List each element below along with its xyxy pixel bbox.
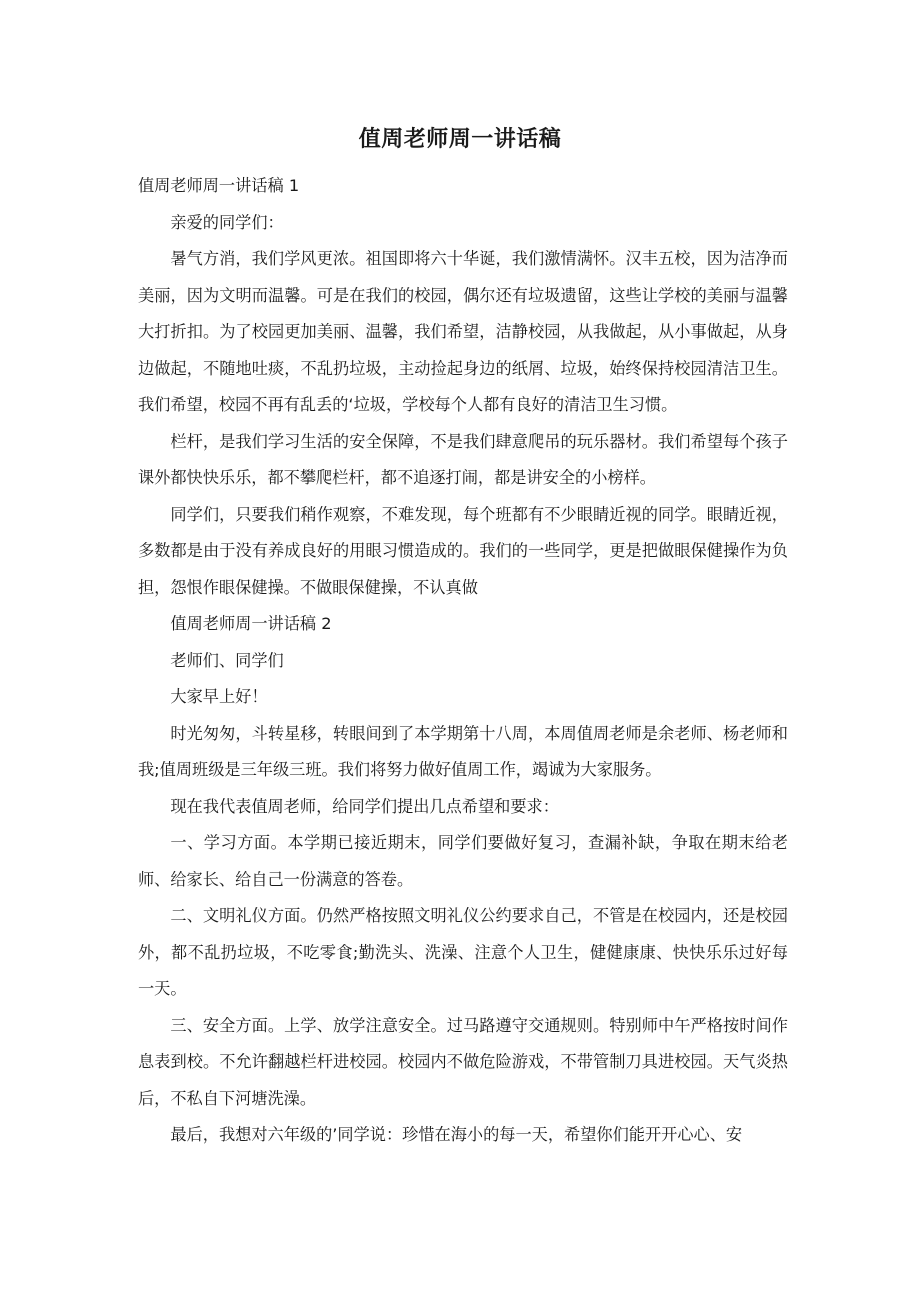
section2-greeting: 大家早上好！ bbox=[170, 687, 268, 706]
section2-paragraph-6: 最后，我想对六年级的’同学说：珍惜在海小的每一天，希望你们能开开心心、安 bbox=[170, 1125, 743, 1144]
section2-paragraph-1: 时光匆匆，斗转星移，转眼间到了本学期第十八周，本周值周老师是余老师、杨老师和我;值周班级是三年级三班。我们将努力做好值周工作，竭诚为大家服务。 bbox=[138, 723, 788, 779]
section1-paragraph-1: 暑气方消，我们学风更浓。祖国即将六十华诞，我们激情满怀。汉丰五校，因为洁净而美丽，因为文明而温馨。可是在我们的校园，偶尔还有垃圾遗留，这些让学校的美丽与温馨大打折扣。为了校园更加美丽、温馨，我们希望，洁静校园，从我做起，从小事做起，从身边做起，不随地吐痰，不乱扔垃圾，主动捡起身边的纸屑、垃圾，始终保持校园清洁卫生。我们希望，校园不再有乱丢的‘垃圾，学校每个人都有良好的清洁卫生习惯。 bbox=[138, 249, 788, 414]
document-title: 值周老师周一讲话稿 bbox=[358, 127, 562, 152]
section2-paragraph-3: 一、学习方面。本学期已接近期末，同学们要做好复习，查漏补缺，争取在期末给老师、给家长、给自己一份满意的答卷。 bbox=[138, 833, 788, 889]
section1-paragraph-3: 同学们，只要我们稍作观察，不难发现，每个班都有不少眼睛近视的同学。眼睛近视，多数都是由于没有养成良好的用眼习惯造成的。我们的一些同学，更是把做眼保健操作为负担，怨恨作眼保健操。不做眼保健操，不认真做 bbox=[138, 504, 788, 597]
section2-salutation: 老师们、同学们 bbox=[170, 650, 284, 670]
section2-paragraph-4: 二、文明礼仪方面。仍然严格按照文明礼仪公约要求自己，不管是在校园内，还是校园外，都不乱扔垃圾，不吃零食;勤洗头、洗澡、注意个人卫生，健健康康、快快乐乐过好每一天。 bbox=[138, 906, 788, 998]
section1-greeting: 亲爱的同学们： bbox=[170, 212, 284, 232]
document-body bbox=[138, 168, 788, 1154]
section1-paragraph-2: 栏杆，是我们学习生活的安全保障，不是我们肆意爬吊的玩乐器材。我们希望每个孩子课外都快快乐乐，都不攀爬栏杆，都不追逐打闹，都是讲安全的小榜样。 bbox=[138, 431, 788, 487]
section2-heading: 值周老师周一讲话稿 2 bbox=[170, 614, 332, 633]
section2-paragraph-2: 现在我代表值周老师，给同学们提出几点希望和要求： bbox=[170, 796, 559, 816]
section2-paragraph-5: 三、安全方面。上学、放学注意安全。过马路遵守交通规则。特别师中午严格按时间作息表到校。不允许翻越栏杆进校园。校园内不做危险游戏，不带管制刀具进校园。天气炎热后，不私自下河塘洗澡。 bbox=[138, 1015, 788, 1108]
section1-heading: 值周老师周一讲话稿 1 bbox=[138, 176, 300, 195]
